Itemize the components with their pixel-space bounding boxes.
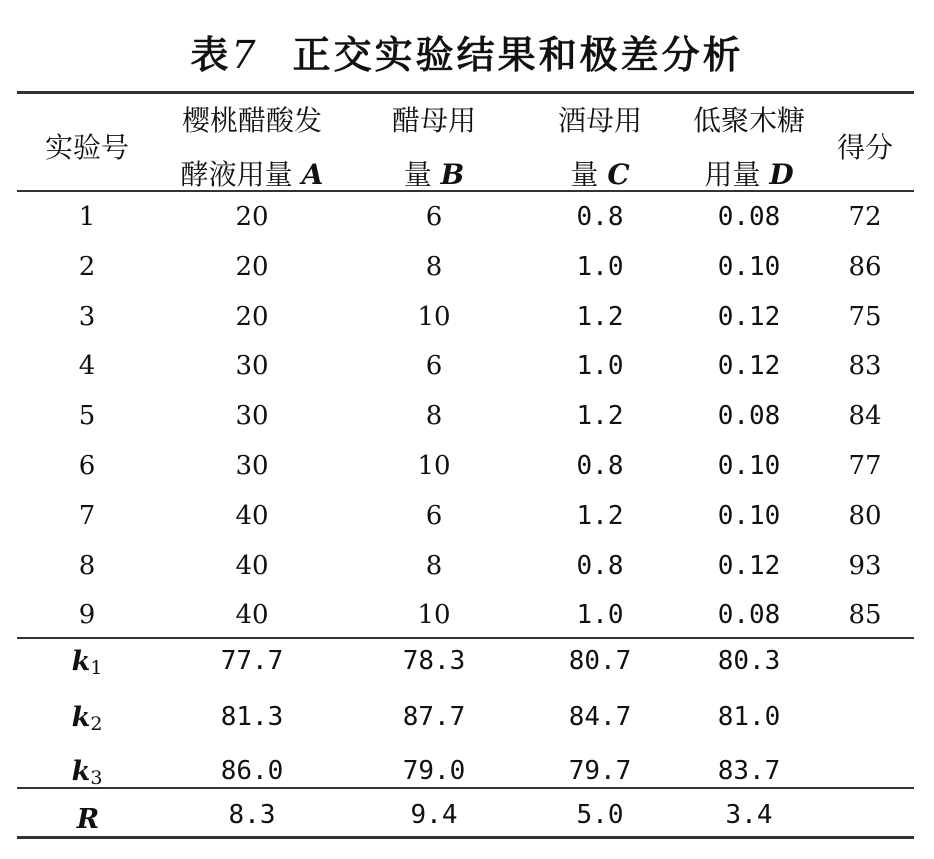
cell-a: 20	[235, 202, 269, 232]
cell-score: 84	[848, 401, 882, 432]
cell-c: 1.0	[576, 351, 624, 382]
cell-c: 0.8	[576, 451, 624, 481]
cell-a: 40	[235, 600, 269, 631]
top-rule	[17, 91, 914, 94]
header-score: 得分	[836, 131, 894, 164]
k-cell-b: 87.7	[402, 702, 466, 732]
cell-a: 20	[235, 301, 269, 332]
header-factor-c-line1: 酒母用	[557, 104, 643, 137]
cell-a: 30	[235, 451, 269, 481]
k-label: $k_1$	[71, 646, 103, 679]
table-number: 7	[231, 33, 259, 77]
cell-score: 83	[848, 351, 882, 382]
range-c: 5.0	[576, 800, 624, 830]
cell-b: 10	[417, 451, 451, 481]
cell-a: 20	[235, 251, 269, 282]
k-cell-d: 83.7	[717, 756, 781, 786]
header-factor-b-line2: 量 B	[403, 158, 465, 191]
cell-d: 0.10	[717, 500, 781, 531]
k-cell-d: 81.0	[717, 702, 781, 732]
k-cell-b: 79.0	[402, 756, 466, 786]
cell-c: 1.0	[576, 251, 624, 282]
cell-no: 8	[78, 550, 96, 581]
k-rule	[17, 787, 914, 789]
header-experiment-no: 实验号	[44, 131, 130, 164]
cell-no: 2	[78, 251, 96, 282]
cell-a: 40	[235, 550, 269, 581]
cell-d: 0.08	[717, 401, 781, 432]
bottom-rule	[17, 836, 914, 839]
cell-c: 0.8	[576, 202, 624, 232]
cell-d: 0.10	[717, 251, 781, 282]
cell-no: 7	[78, 500, 96, 531]
range-label: R	[76, 804, 100, 835]
table-title-text: 正交实验结果和极差分析	[292, 32, 744, 77]
k-cell-c: 84.7	[568, 702, 632, 732]
cell-a: 30	[235, 351, 269, 382]
header-factor-b-line1: 醋母用	[391, 104, 477, 137]
cell-c: 1.2	[576, 301, 624, 332]
k-cell-a: 81.3	[220, 702, 284, 732]
k-cell-c: 80.7	[568, 646, 632, 676]
cell-b: 6	[425, 202, 443, 232]
cell-no: 3	[78, 301, 96, 332]
cell-d: 0.12	[717, 301, 781, 332]
k-label: $k_3$	[71, 756, 103, 789]
cell-score: 85	[848, 600, 882, 631]
factor-a-symbol: A	[301, 158, 324, 191]
cell-score: 72	[848, 202, 882, 232]
cell-no: 5	[78, 401, 96, 432]
cell-c: 1.0	[576, 600, 624, 631]
cell-a: 40	[235, 500, 269, 531]
range-a: 8.3	[228, 800, 276, 830]
k-label: $k_2$	[71, 702, 103, 735]
cell-d: 0.12	[717, 351, 781, 382]
k-cell-c: 79.7	[568, 756, 632, 786]
range-d: 3.4	[725, 800, 773, 830]
cell-b: 8	[425, 251, 443, 282]
cell-score: 80	[848, 500, 882, 531]
k-cell-b: 78.3	[402, 646, 466, 676]
cell-no: 6	[78, 451, 96, 481]
data-rule	[17, 637, 914, 639]
header-factor-d-line1: 低聚木糖	[692, 104, 806, 137]
table-title	[0, 24, 934, 79]
cell-c: 1.2	[576, 500, 624, 531]
header-factor-a-line2: 酵液用量 A	[180, 158, 324, 191]
cell-c: 0.8	[576, 550, 624, 581]
factor-b-symbol: B	[440, 158, 465, 191]
cell-d: 0.08	[717, 202, 781, 232]
k-cell-d: 80.3	[717, 646, 781, 676]
cell-b: 10	[417, 301, 451, 332]
cell-no: 1	[78, 202, 96, 232]
header-factor-c-line2: 量 C	[570, 158, 630, 191]
cell-b: 8	[425, 401, 443, 432]
header-factor-d-line2: 用量 D	[704, 158, 794, 191]
cell-score: 93	[848, 550, 882, 581]
cell-score: 77	[848, 451, 882, 481]
factor-d-symbol: D	[769, 158, 794, 191]
cell-score: 86	[848, 251, 882, 282]
k-cell-a: 77.7	[220, 646, 284, 676]
cell-b: 6	[425, 351, 443, 382]
cell-no: 9	[78, 600, 96, 631]
cell-d: 0.12	[717, 550, 781, 581]
range-b: 9.4	[410, 800, 458, 830]
cell-score: 75	[848, 301, 882, 332]
cell-b: 8	[425, 550, 443, 581]
cell-c: 1.2	[576, 401, 624, 432]
cell-b: 10	[417, 600, 451, 631]
table-title-prefix: 表	[190, 32, 232, 77]
k-cell-a: 86.0	[220, 756, 284, 786]
cell-a: 30	[235, 401, 269, 432]
factor-c-symbol: C	[607, 158, 630, 191]
cell-no: 4	[78, 351, 96, 382]
header-factor-a-line1: 樱桃醋酸发	[181, 104, 323, 137]
cell-b: 6	[425, 500, 443, 531]
cell-d: 0.10	[717, 451, 781, 481]
cell-d: 0.08	[717, 600, 781, 631]
